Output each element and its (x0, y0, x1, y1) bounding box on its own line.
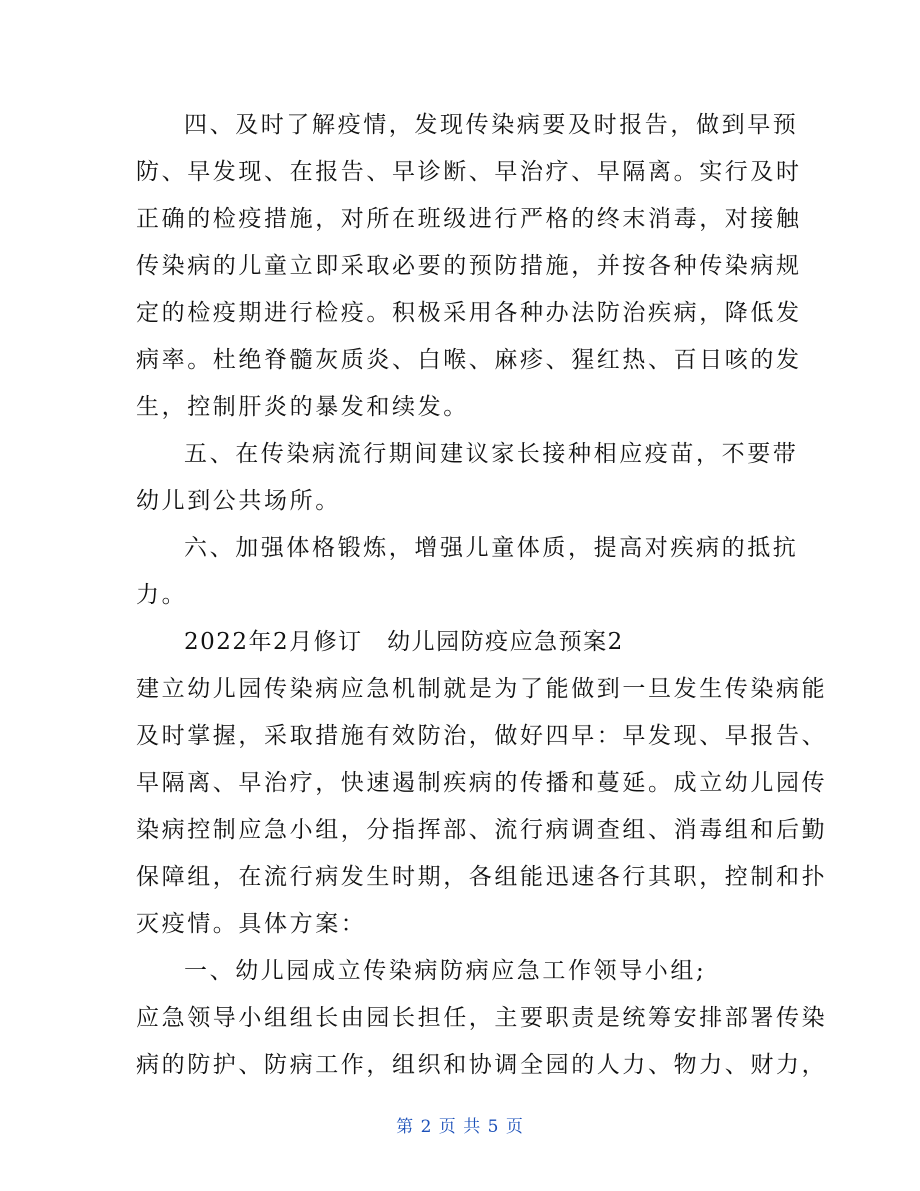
text-line: 病的防护、防病工作，组织和协调全园的人力、物力、财力， (136, 1052, 828, 1078)
text-line: 五、在传染病流行期间建议家长接种相应疫苗，不要带 (184, 441, 799, 467)
text-line: 传染病的儿童立即采取必要的预防措施，并按各种传染病规 (136, 253, 802, 279)
text-line: 一、幼儿园成立传染病防病应急工作领导小组; (184, 958, 707, 984)
text-line: 六、加强体格锻炼，增强儿童体质，提高对疾病的抵抗 (184, 535, 799, 561)
section-heading: 2022年2月修订 幼儿园防疫应急预案2 (184, 629, 624, 655)
text-line: 定的检疫期进行检疫。积极采用各种办法防治疾病，降低发 (136, 300, 802, 326)
text-line: 正确的检疫措施，对所在班级进行严格的终末消毒，对接触 (136, 206, 802, 232)
text-line: 染病控制应急小组，分指挥部、流行病调查组、消毒组和后勤 (136, 817, 828, 843)
text-line: 病率。杜绝脊髓灰质炎、白喉、麻疹、猩红热、百日咳的发 (136, 347, 802, 373)
text-line: 生，控制肝炎的暴发和续发。 (136, 394, 469, 420)
page-footer: 第 2 页 共 5 页 (396, 1117, 524, 1137)
text-line: 灭疫情。具体方案： (136, 911, 367, 937)
text-line: 建立幼儿园传染病应急机制就是为了能做到一旦发生传染病能 (136, 676, 828, 702)
text-line: 及时掌握，采取措施有效防治，做好四早：早发现、早报告、 (136, 723, 828, 749)
text-line: 防、早发现、在报告、早诊断、早治疗、早隔离。实行及时 (136, 159, 802, 185)
text-line: 早隔离、早治疗，快速遏制疾病的传播和蔓延。成立幼儿园传 (136, 770, 828, 796)
text-line: 保障组，在流行病发生时期，各组能迅速各行其职，控制和扑 (136, 864, 828, 890)
text-line: 四、及时了解疫情，发现传染病要及时报告，做到早预 (184, 112, 799, 138)
text-line: 幼儿到公共场所。 (136, 488, 341, 514)
text-line: 应急领导小组组长由园长担任，主要职责是统筹安排部署传染 (136, 1005, 828, 1031)
text-line: 力。 (136, 582, 188, 608)
